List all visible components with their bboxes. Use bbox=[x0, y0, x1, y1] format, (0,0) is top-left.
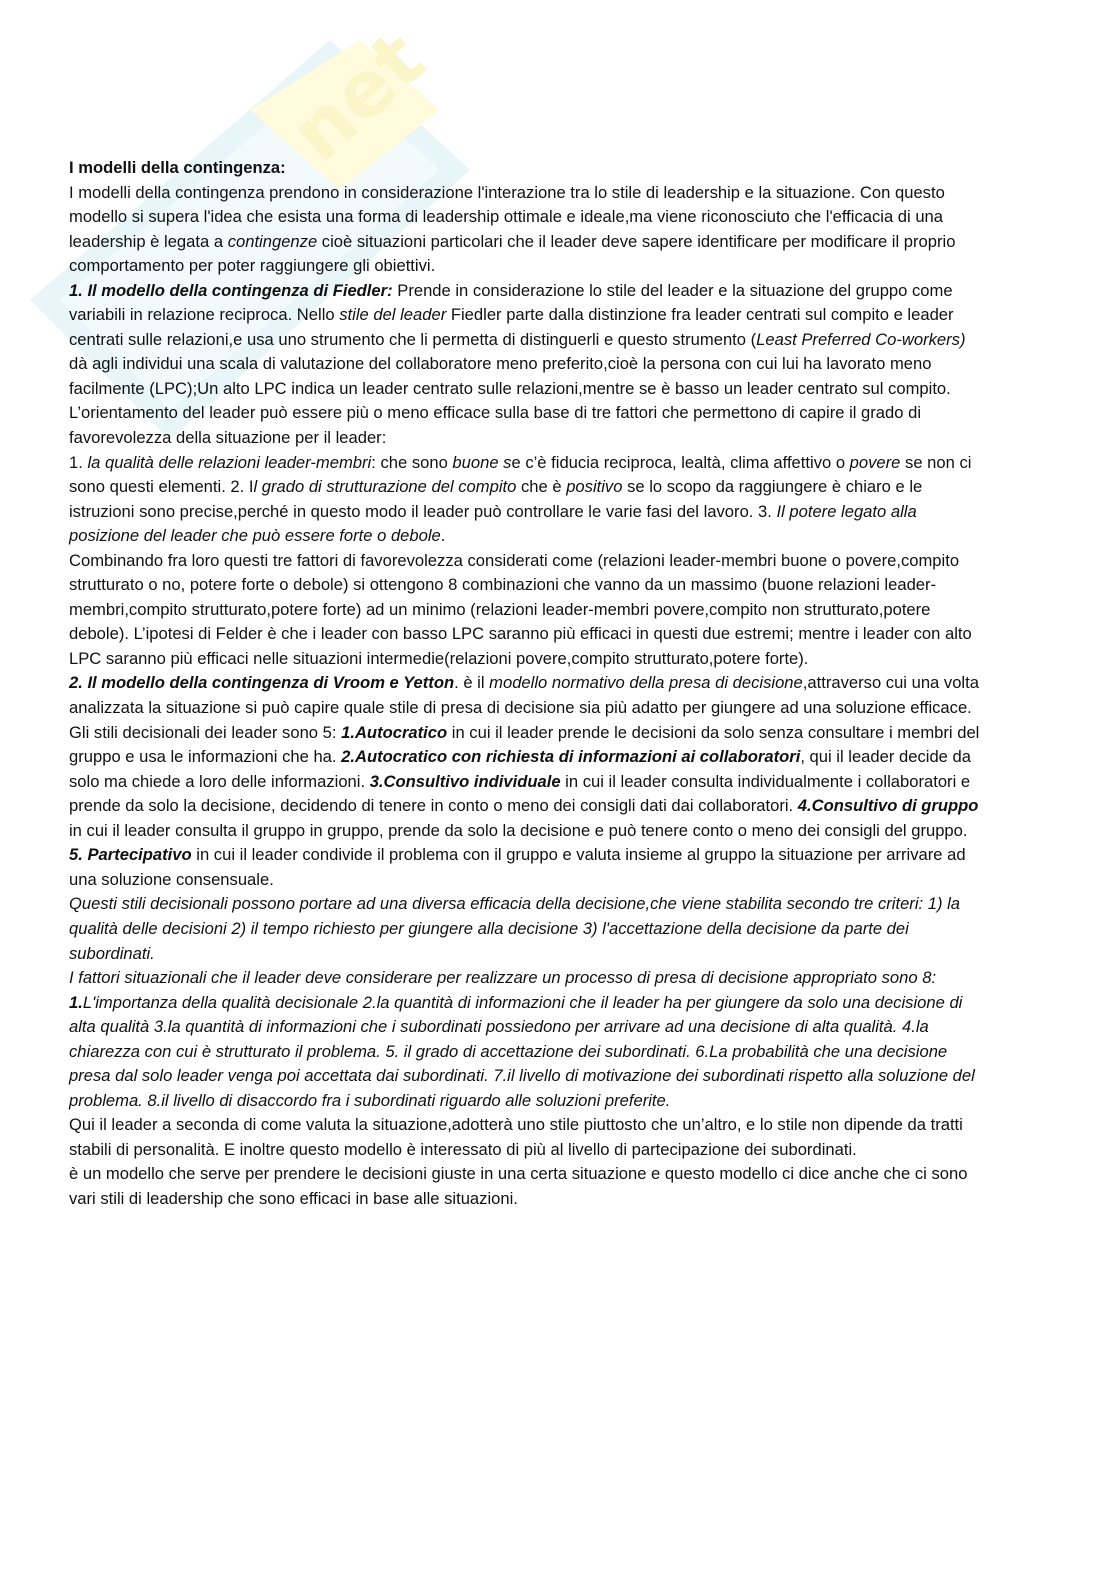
intro-emphasis: contingenze bbox=[227, 231, 318, 251]
styles-text: Gli stili decisionali dei leader sono 5: bbox=[69, 722, 342, 742]
factors-text: . bbox=[440, 526, 446, 546]
document-title: I modelli della contingenza: bbox=[69, 158, 286, 177]
fiedler-paragraph bbox=[69, 279, 984, 402]
fiedler-text: Fiedler parte dalla distinzione fra leader centrati sul compito e leader centrati sulle relazioni,e usa uno strumento che li permetta di distinguerli e questo strumento ( bbox=[69, 305, 954, 349]
vroom-criteria-paragraph bbox=[69, 892, 984, 966]
factors-text: che è bbox=[516, 477, 567, 497]
vroom-heading: 2. Il modello della contingenza di Vroom e Yetton bbox=[69, 673, 455, 693]
vroom-styles-paragraph bbox=[69, 721, 984, 893]
style-autocratico: 1.Autocratico bbox=[341, 722, 448, 742]
factors-text: : che sono bbox=[371, 452, 453, 472]
vroom-emphasis: modello normativo della presa di decisione bbox=[489, 673, 803, 693]
style-partecipativo: 5. Partecipativo bbox=[69, 845, 192, 865]
factors-emphasis: la qualità delle relazioni leader-membri bbox=[87, 452, 372, 472]
factors-emphasis: l grado di strutturazione del compito bbox=[253, 477, 517, 497]
factors-text: 1. bbox=[69, 452, 88, 472]
styles-text: , qui il leader decide da solo ma chiede a loro delle informazioni. bbox=[69, 747, 971, 791]
style-autocratico-richiesta: 2.Autocratico con richiesta di informazioni ai collaboratori bbox=[341, 747, 801, 767]
vroom-text: . è il bbox=[454, 673, 490, 693]
fiedler-emphasis: stile del leader bbox=[339, 305, 447, 325]
styles-text: in cui il leader prende le decisioni da solo senza consultare i membri del gruppo e usa le informazioni che ha. bbox=[69, 722, 980, 767]
intro-text-end: cioè situazioni particolari che il leader deve sapere identificare per modificare il proprio comportamento per poter raggiungere gli obiettivi. bbox=[69, 231, 956, 276]
watermark-text: net bbox=[273, 14, 443, 180]
situational-factors-text: L'importanza della qualità decisionale 2.la quantità di informazioni che il leader ha per giungere da solo una decisione di alta qualità 3.la quantità di informazioni che i subordinati possiedono per arrivare ad una decisione di alta qualità. 4.la chiarezza con cui è strutturato il problema. 5. il grado di accettazione dei subordinati. 6.La probabilità che una decisione presa dal solo leader venga poi accettata dai subordinati. 7.il livello di motivazione dei subordinati rispetto alla soluzione del problema. 8.il livello di disaccordo fra i subordinati riguardo alle soluzioni preferite. bbox=[69, 992, 975, 1110]
vroom-conclusion-paragraph: Qui il leader a seconda di come valuta la situazione,adotterà uno stile piuttosto che un’altro, e lo stile non dipende da tratti stabili di personalità. E inoltre questo modello è interessato di più al livello di partecipazione dei subordinati. bbox=[69, 1115, 963, 1159]
vroom-text: ,attraverso cui una volta analizzata la situazione si può capire quale stile di presa di decisione sia più adatto per giungere ad una soluzione efficace. bbox=[69, 673, 979, 718]
fiedler-text: dà agli individui una scala di valutazione del collaboratore meno preferito,cioè la persona con cui lui ha lavorato meno facilmente (LPC);Un alto LPC indica un leader centrato sulle relazioni,mentre se è basso un leader centrato sul compito. bbox=[69, 354, 951, 398]
section-intro bbox=[69, 156, 984, 279]
factors-text: se non ci sono questi elementi. 2. I bbox=[69, 452, 972, 497]
style-consultivo-gruppo: 4.Consultivo di gruppo bbox=[797, 796, 979, 816]
fiedler-combinations-paragraph: Combinando fra loro questi tre fattori di favorevolezza considerati come (relazioni leader-membri buone o povere,compito strutturato o no, potere forte o debole) si ottengono 8 combinazioni che vanno da un massimo (buone relazioni leader-membri,compito strutturato,potere forte) ad un minimo (relazioni leader-membri povere,compito non strutturato,potere debole). L’ipotesi di Felder è che i leader con basso LPC saranno più efficaci in questi due estremi; mentre i leader con alto LPC saranno più efficaci nelle situazioni intermedie(relazioni povere,compito strutturato,potere forte). bbox=[69, 550, 972, 668]
fiedler-text: Prende in considerazione lo stile del leader e la situazione del gruppo come variabili in relazione reciproca. Nello bbox=[69, 280, 953, 325]
fiedler-heading: 1. Il modello della contingenza di Fiedler: bbox=[69, 280, 393, 300]
situational-factors-text: I fattori situazionali che il leader deve considerare per realizzare un processo di presa di decisione appropriato sono 8: bbox=[69, 968, 937, 988]
fiedler-factors-paragraph bbox=[69, 451, 984, 549]
factors-emphasis: povere bbox=[849, 452, 901, 472]
factors-emphasis: positivo bbox=[566, 477, 623, 497]
vroom-factors-paragraph bbox=[69, 966, 984, 1113]
vroom-paragraph bbox=[69, 671, 984, 720]
factors-text: se lo scopo da raggiungere è chiaro e le istruzioni sono precise,perché in questo modo il leader può controllare le varie fasi del lavoro. 3. bbox=[69, 477, 923, 521]
fiedler-orientation-paragraph: L’orientamento del leader può essere più o meno efficace sulla base di tre fattori che permettono di capire il grado di favorevolezza della situazione per il leader: bbox=[69, 403, 922, 448]
factors-text: e c’è fiducia reciproca, lealtà, clima affettivo o bbox=[511, 452, 850, 472]
document-body bbox=[69, 156, 984, 1212]
fiedler-emphasis: Least Preferred Co-workers) bbox=[756, 329, 966, 349]
criteria-text: Questi stili decisionali possono portare ad una diversa efficacia della decisione,che viene stabilita secondo tre criteri: 1) la qualità delle decisioni 2) il tempo richiesto per giungere alla decisione 3) l'accettazione della decisione da parte dei subordinati. bbox=[69, 894, 961, 963]
styles-text: in cui il leader consulta individualmente i collaboratori e prende da solo la decisione, decidendo di tenere in conto o meno dei consigli dati dai collaboratori. bbox=[69, 771, 971, 816]
vroom-summary-paragraph: è un modello che serve per prendere le decisioni giuste in una certa situazione e questo modello ci dice anche che ci sono vari stili di leadership che sono efficaci in base alle situazioni. bbox=[69, 1164, 968, 1208]
situational-factors-number: 1. bbox=[69, 992, 83, 1012]
factors-emphasis: buone s bbox=[452, 452, 512, 472]
factors-emphasis: Il potere legato alla posizione del leader che può essere forte o debole bbox=[69, 501, 917, 546]
styles-text: in cui il leader condivide il problema con il gruppo e valuta insieme al gruppo la situazione per arrivare ad una soluzione consensuale. bbox=[69, 845, 966, 889]
intro-text: I modelli della contingenza prendono in considerazione l'interazione tra lo stile di leadership e la situazione. Con questo modello si supera l'idea che esista una forma di leadership ottimale e ideale,ma viene riconosciuto che l'efficacia di una leadership è legata a bbox=[69, 182, 945, 251]
style-consultivo-individuale: 3.Consultivo individuale bbox=[369, 771, 561, 791]
styles-text: in cui il leader consulta il gruppo in gruppo, prende da solo la decisione e può tenere conto o meno dei consigli del gruppo. bbox=[69, 820, 968, 840]
